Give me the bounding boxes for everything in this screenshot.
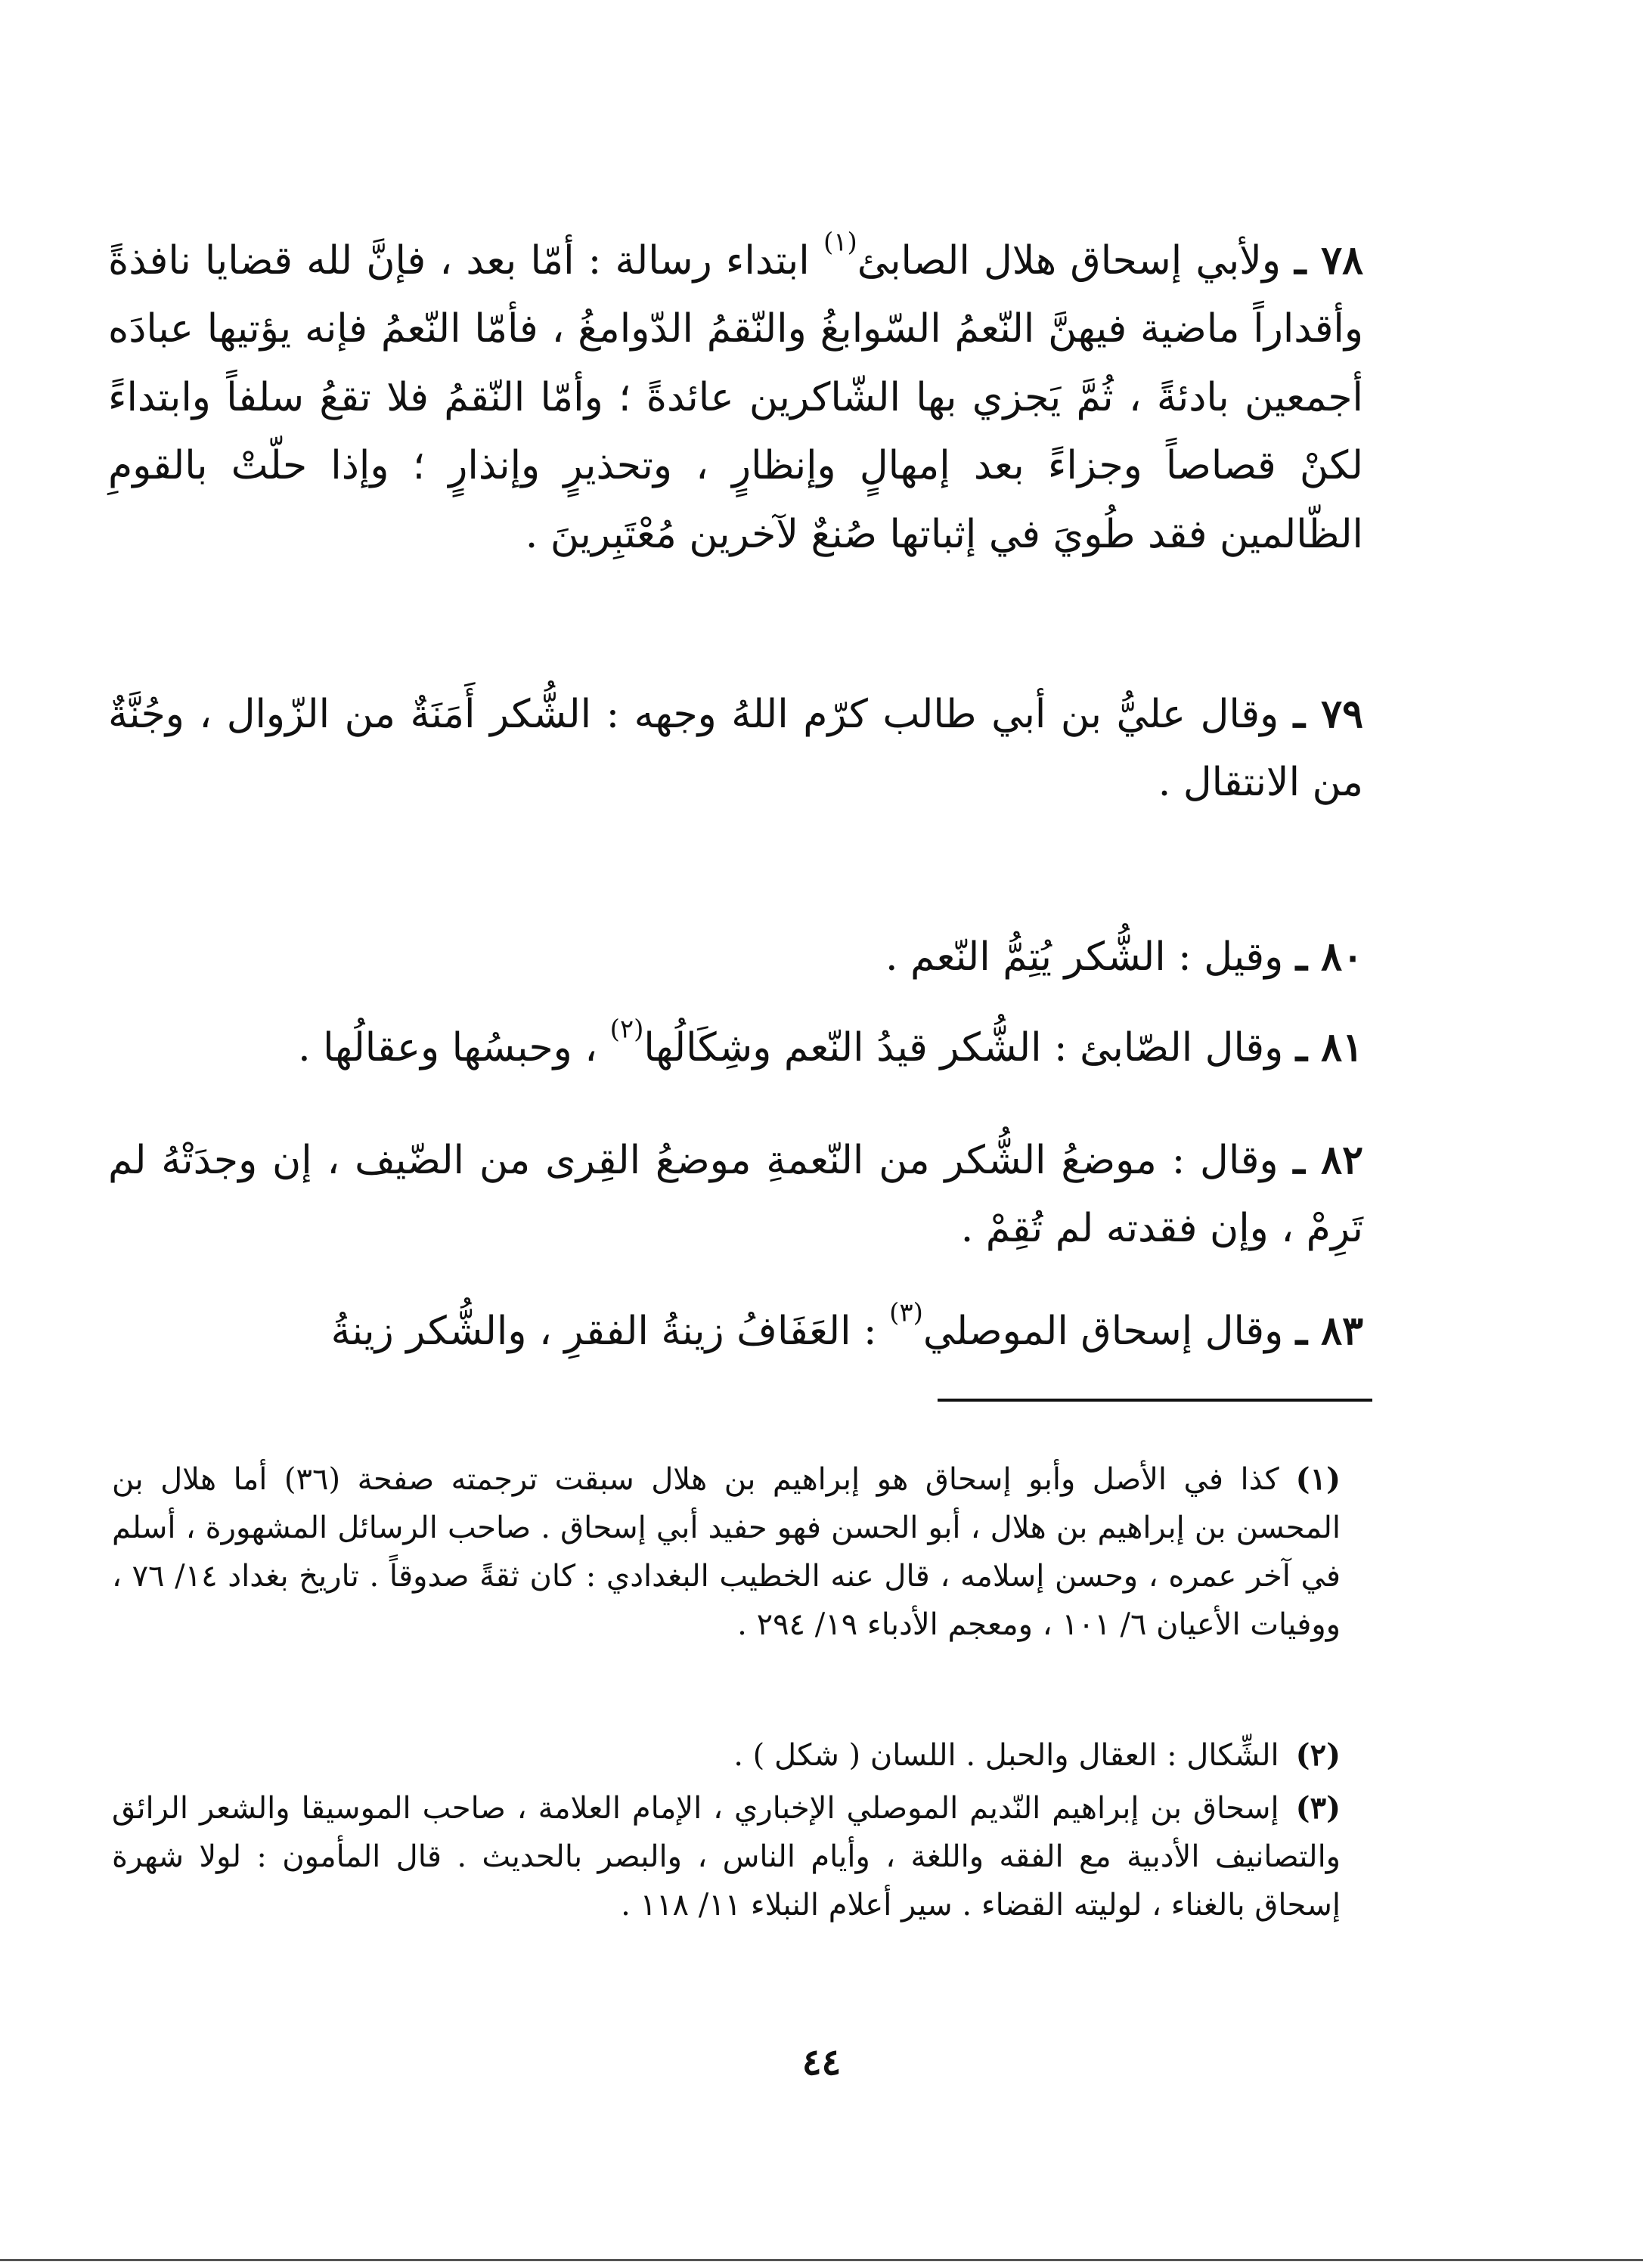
entry-78-text-start: ولأبي إسحاق هلال الصابئ	[857, 238, 1281, 284]
entry-78	[108, 227, 1363, 569]
footnote-2	[112, 1731, 1341, 1780]
entry-82-number: ٨٢ ـ	[1293, 1137, 1363, 1183]
footnote-3-marker: (٣)	[1295, 1790, 1341, 1826]
page-bottom-edge	[0, 2259, 1643, 2261]
footnote-1	[112, 1455, 1341, 1649]
entry-80-text: وقيل : الشُّكر يُتِمُّ النّعم .	[885, 934, 1284, 980]
page-number: ٤٤	[801, 2041, 842, 2084]
entry-81-text-start: وقال الصّابئ : الشُّكر قيدُ النّعم وشِكَالُها	[643, 1025, 1284, 1070]
footnote-1-text: كذا في الأصل وأبو إسحاق هو إبراهيم بن هلال سبقت ترجمته صفحة (٣٦) أما هلال بن المحسن بن إبراهيم بن هلال ، أبو الحسن فهو حفيد أبي إسحاق . صاحب الرسائل المشهورة ، أسلم في آخر عمره ، وحسن إسلامه ، قال عنه الخطيب البغدادي : كان ثقةً صدوقاً . تاريخ بغداد ١٤/ ٧٦ ، ووفيات الأعيان ٦/ ١٠١ ، ومعجم الأدباء ١٩/ ٢٩٤ .	[112, 1462, 1341, 1642]
entry-78-text-rest: ابتداء رسالة : أمّا بعد ، فإنَّ لله قضايا نافذةً وأقداراً ماضية فيهنَّ النّعمُ السّوابغُ والنّقمُ الدّوامغُ ، فأمّا النّعمُ فإنه يؤتيها عبادَه أجمعين بادئةً ، ثُمَّ يَجزي بها الشّاكرين عائدةً ؛ وأمّا النّقمُ فلا تقعُ سلفاً وابتداءً لكنْ قصاصاً وجزاءً بعد إمهالٍ وإنظارٍ ، وتحذيرٍ وإنذارٍ ؛ وإذا حلّتْ بالقومِ الظّالمين فقد طُويَ في إثباتها صُنعٌ لآخرين مُعْتَبِرينَ .	[108, 238, 1363, 557]
entry-79	[108, 680, 1363, 817]
entry-83-text-start: وقال إسحاق الموصلي	[922, 1309, 1284, 1354]
footnote-ref-2: (٢)	[609, 1014, 644, 1045]
entry-78-number: ٧٨ ـ	[1294, 237, 1364, 284]
entry-83-number: ٨٣ ـ	[1295, 1308, 1363, 1354]
entry-81-text-rest: ، وحبسُها وعقالُها .	[298, 1025, 598, 1070]
footnote-separator	[938, 1399, 1372, 1402]
footnote-ref-3: (٣)	[889, 1297, 923, 1328]
entry-83-text-rest: : العَفَافُ زينةُ الفقرِ ، والشُّكر زينةُ	[330, 1309, 877, 1354]
entry-81	[108, 1014, 1363, 1076]
entry-80	[108, 930, 1363, 985]
footnote-3-text: إسحاق بن إبراهيم النّديم الموصلي الإخباري ، الإمام العلامة ، صاحب الموسيقا والشعر الرائق والتصانيف الأدبية مع الفقه واللغة ، وأيام الناس ، والبصر بالحديث . قال المأمون : لولا شهرة إسحاق بالغناء ، لوليته القضاء . سير أعلام النبلاء ١١/ ١١٨ .	[112, 1791, 1341, 1923]
footnote-ref-1: (١)	[823, 227, 857, 258]
footnote-1-marker: (١)	[1295, 1461, 1341, 1497]
entry-82-text: وقال : موضعُ الشُّكر من النّعمةِ موضعُ القِرى من الضّيف ، إن وجدَتْهُ لم تَرِمْ ، وإن فقدته لم تُقِمْ .	[108, 1138, 1363, 1252]
entry-79-text: وقال عليُّ بن أبي طالب كرّم اللهُ وجهه : الشُّكر أَمَنَةٌ من الزّوال ، وجُنَّةٌ من الانتقال .	[108, 692, 1363, 806]
footnote-3	[112, 1784, 1341, 1929]
entry-82	[108, 1126, 1363, 1263]
entry-80-number: ٨٠ ـ	[1295, 934, 1363, 980]
entry-79-number: ٧٩ ـ	[1293, 691, 1363, 737]
footnote-2-marker: (٢)	[1295, 1737, 1341, 1773]
footnote-2-text: الشِّكال : العقال والحبل . اللسان ( شكل ) .	[733, 1738, 1279, 1773]
entry-81-number: ٨١ ـ	[1295, 1024, 1363, 1070]
entry-83	[108, 1297, 1363, 1359]
